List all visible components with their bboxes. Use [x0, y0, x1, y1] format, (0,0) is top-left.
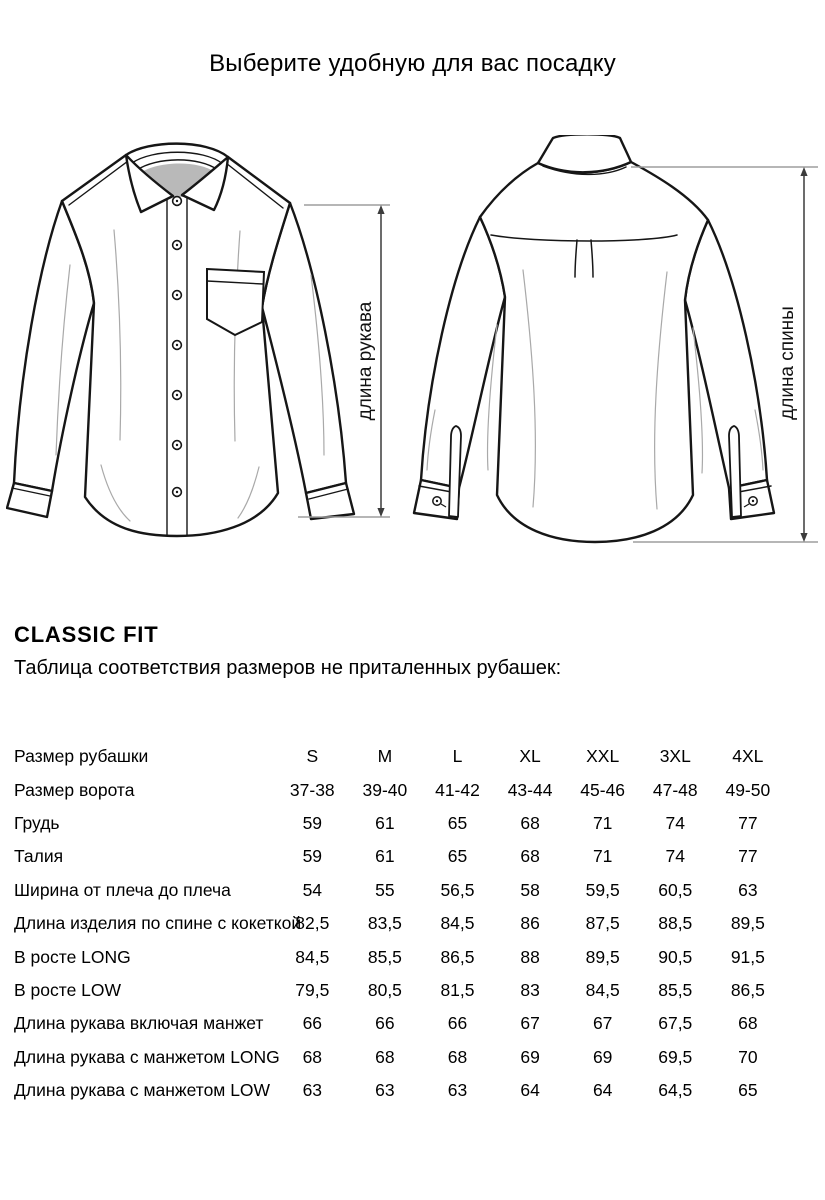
- shirt-back-outline: [414, 135, 774, 542]
- size-cell: L: [452, 746, 463, 767]
- size-cell: 89,5: [585, 946, 620, 967]
- size-cell: 89,5: [730, 913, 765, 934]
- fit-subtitle: Таблица соответствия размеров не приталенных рубашек:: [14, 657, 562, 679]
- size-cell: 54: [302, 879, 323, 900]
- size-cell: 83: [520, 979, 540, 1000]
- size-table-row: [14, 740, 810, 773]
- size-cell: 65: [447, 812, 468, 833]
- size-cell: 90,5: [658, 946, 693, 967]
- size-cell: 74: [665, 812, 685, 833]
- size-cell: 79,5: [295, 979, 330, 1000]
- size-table-row: [14, 840, 810, 873]
- size-cell: 77: [738, 846, 758, 867]
- size-cell: 64,5: [658, 1080, 693, 1101]
- size-cell: 85,5: [658, 979, 693, 1000]
- size-table-row: [14, 1074, 810, 1107]
- size-cell: 71: [592, 846, 613, 867]
- size-cell: 88: [520, 946, 540, 967]
- size-cell: 39-40: [362, 779, 408, 800]
- size-cell: 45-46: [580, 779, 626, 800]
- size-table-row: [14, 974, 810, 1007]
- size-cell: 86: [520, 913, 540, 934]
- size-cell: 61: [375, 846, 395, 867]
- size-table: [14, 740, 810, 1107]
- size-cell: 66: [375, 1013, 395, 1034]
- size-table-row: [14, 807, 810, 840]
- size-cell: 61: [375, 812, 395, 833]
- size-cell: 68: [447, 1046, 468, 1067]
- size-cell: 3XL: [659, 746, 691, 767]
- size-cell: 84,5: [440, 913, 475, 934]
- size-cell: 60,5: [658, 879, 693, 900]
- size-cell: 86,5: [730, 979, 765, 1000]
- size-row-label: Размер ворота: [14, 779, 135, 800]
- size-cell: 64: [592, 1080, 613, 1101]
- size-cell: 63: [738, 879, 758, 900]
- size-cell: 87,5: [585, 913, 620, 934]
- size-cell: 67,5: [658, 1013, 693, 1034]
- size-cell: 68: [520, 846, 540, 867]
- size-row-label: Ширина от плеча до плеча: [14, 879, 231, 900]
- size-row-label: Грудь: [14, 812, 60, 833]
- fit-heading: CLASSIC FIT: [14, 622, 159, 647]
- size-cell: 41-42: [435, 779, 480, 800]
- size-cell: 68: [375, 1046, 395, 1067]
- size-cell: 63: [302, 1080, 323, 1101]
- sleeve-length-label: длина рукава: [355, 301, 376, 421]
- size-cell: 63: [447, 1080, 468, 1101]
- size-cell: 67: [520, 1013, 540, 1034]
- size-cell: 69: [520, 1046, 540, 1067]
- size-cell: 67: [592, 1013, 613, 1034]
- back-length-label: длина спины: [777, 306, 798, 420]
- size-table-row: [14, 907, 810, 940]
- size-cell: 83,5: [367, 913, 402, 934]
- size-table-row: [14, 940, 810, 973]
- size-row-label: Размер рубашки: [14, 746, 149, 767]
- size-cell: M: [377, 746, 393, 767]
- size-cell: 82,5: [295, 913, 330, 934]
- size-cell: 59,5: [585, 879, 620, 900]
- page-title: Выберите удобную для вас посадку: [209, 50, 616, 77]
- size-cell: 80,5: [367, 979, 402, 1000]
- size-cell: 58: [520, 879, 540, 900]
- size-cell: 65: [447, 846, 468, 867]
- size-cell: 71: [592, 812, 613, 833]
- size-cell: 66: [447, 1013, 468, 1034]
- size-cell: 69: [592, 1046, 613, 1067]
- size-cell: 84,5: [585, 979, 620, 1000]
- size-row-label: В росте LONG: [14, 946, 131, 967]
- size-cell: 37-38: [289, 779, 335, 800]
- size-cell: 86,5: [440, 946, 475, 967]
- size-cell: 56,5: [440, 879, 475, 900]
- size-cell: 66: [302, 1013, 323, 1034]
- size-table-row: [14, 874, 810, 907]
- size-cell: 70: [738, 1046, 758, 1067]
- size-cell: 55: [375, 879, 395, 900]
- size-cell: 88,5: [658, 913, 693, 934]
- shirt-back-illustration: [405, 135, 825, 590]
- size-cell: S: [306, 746, 319, 767]
- size-cell: 47-48: [652, 779, 698, 800]
- size-cell: 91,5: [730, 946, 765, 967]
- size-cell: XXL: [586, 746, 620, 767]
- size-cell: 49-50: [725, 779, 771, 800]
- size-cell: 74: [665, 846, 685, 867]
- size-cell: 77: [738, 812, 758, 833]
- size-cell: XL: [519, 746, 541, 767]
- size-row-label: В росте LOW: [14, 979, 122, 1000]
- size-cell: 43-44: [507, 779, 553, 800]
- size-cell: 69,5: [658, 1046, 693, 1067]
- size-table-row: [14, 773, 810, 806]
- size-cell: 68: [738, 1013, 758, 1034]
- size-row-label: Талия: [14, 846, 64, 867]
- size-table-row: [14, 1007, 810, 1040]
- size-cell: 4XL: [732, 746, 764, 767]
- size-cell: 68: [520, 812, 540, 833]
- shirt-front-illustration: [6, 135, 396, 590]
- size-cell: 59: [302, 846, 323, 867]
- size-row-label: Длина рукава включая манжет: [14, 1013, 264, 1034]
- size-row-label: Длина рукава с манжетом LONG: [14, 1046, 280, 1067]
- size-cell: 59: [302, 812, 323, 833]
- size-cell: 64: [520, 1080, 540, 1101]
- size-table-row: [14, 1041, 810, 1074]
- size-cell: 68: [302, 1046, 323, 1067]
- size-cell: 81,5: [440, 979, 475, 1000]
- size-cell: 84,5: [295, 946, 330, 967]
- size-row-label: Длина изделия по спине с кокеткой: [14, 913, 302, 934]
- size-cell: 85,5: [367, 946, 402, 967]
- size-cell: 65: [738, 1080, 758, 1101]
- size-row-label: Длина рукава с манжетом LOW: [14, 1080, 271, 1101]
- size-cell: 63: [375, 1080, 395, 1101]
